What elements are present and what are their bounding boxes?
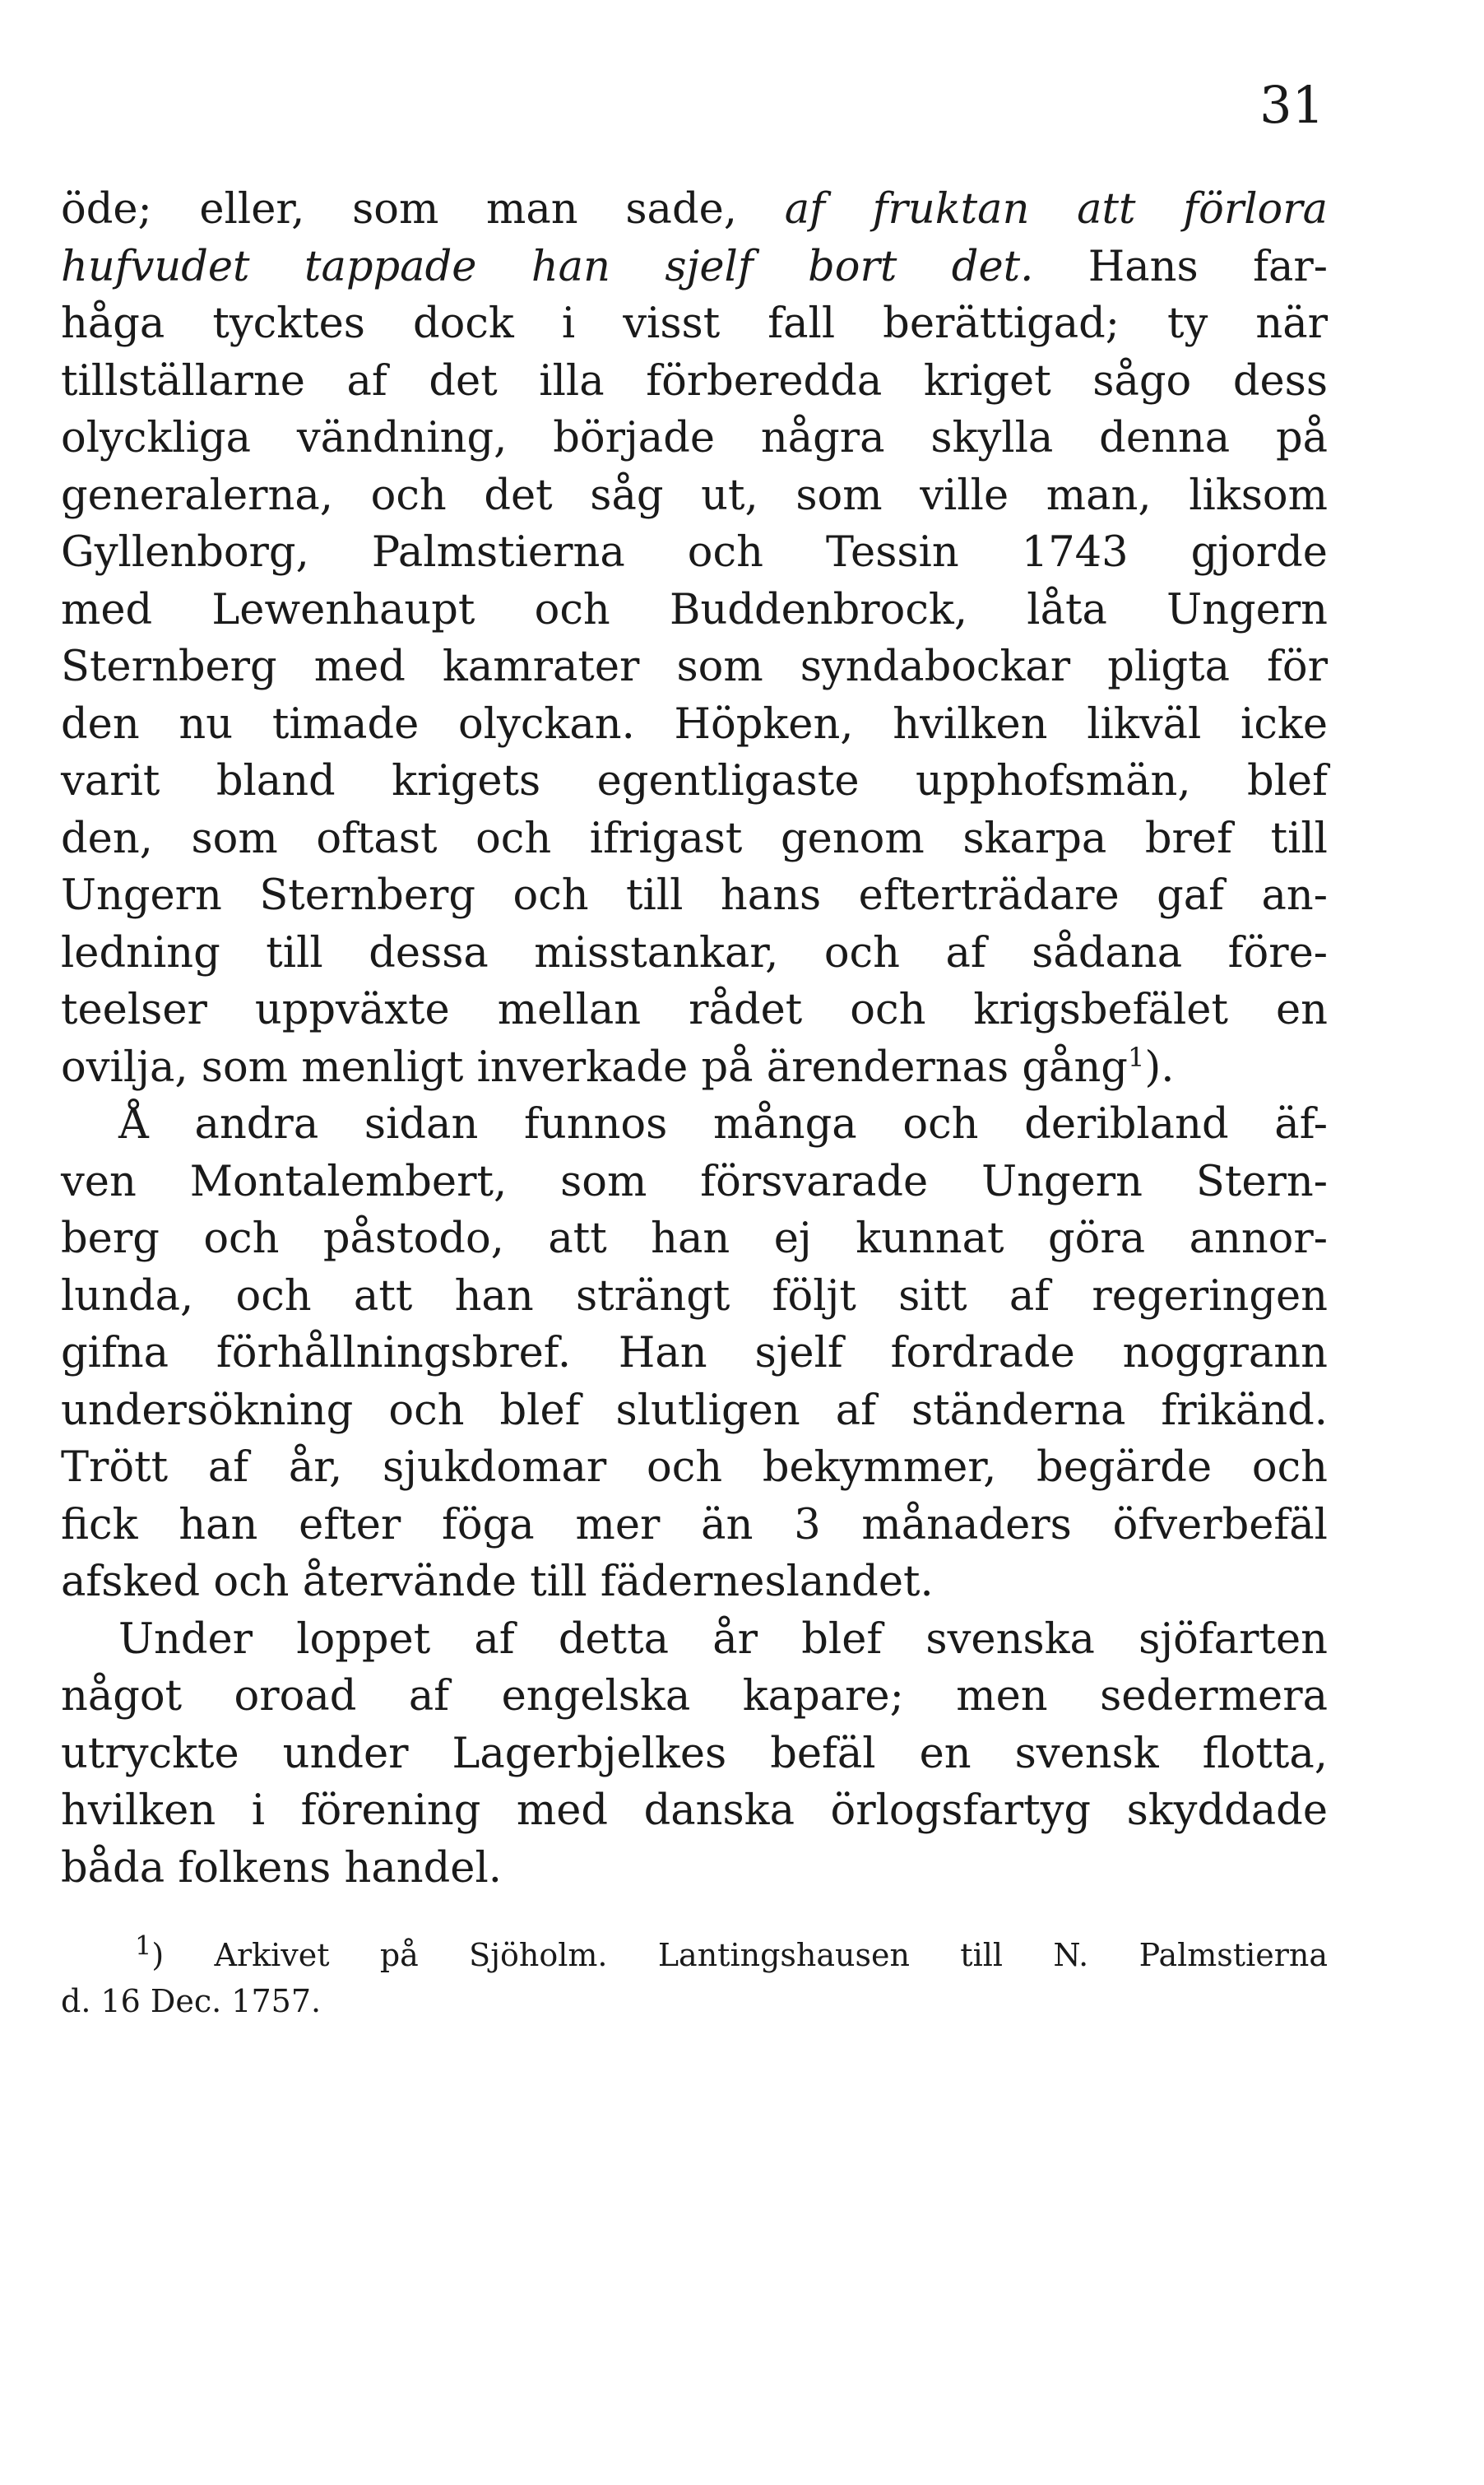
text-run: ven Montalembert, som försvarade Ungern Stern-: [61, 1157, 1328, 1206]
text-run: utryckte under Lagerbjelkes befäl en svensk flotta,: [61, 1729, 1328, 1778]
text-run: fick han efter föga mer än 3 månaders öfverbefäl: [61, 1500, 1328, 1549]
text-line: [61, 925, 1328, 982]
text-run: båda folkens handel.: [61, 1843, 502, 1893]
text-run: olyckliga vändning, började några skylla denna på: [61, 414, 1328, 462]
text-run: ledning till dessa misstankar, och af sådana före-: [61, 928, 1328, 978]
text-line: [61, 753, 1328, 811]
text-run: ovilja, som menligt inverkade på ärendernas gång: [61, 1043, 1128, 1092]
text-run: lunda, och att han strängt följt sitt af regeringen: [61, 1271, 1328, 1321]
text-line: [61, 1154, 1328, 1211]
footnote: [61, 1932, 1328, 2024]
text-run: ).: [1144, 1043, 1175, 1092]
page-number: 31: [1259, 75, 1324, 135]
italic-text: hufvudet tappade han sjelf bort det.: [61, 242, 1034, 291]
text-run: håga tycktes dock i visst fall berättigad; ty när: [61, 300, 1328, 348]
text-run: Gyllenborg, Palmstierna och Tessin 1743 gjorde: [61, 528, 1328, 577]
text-run: gifna förhållningsbref. Han sjelf fordrade noggrann: [61, 1329, 1328, 1377]
text-line: [61, 982, 1328, 1039]
paragraph: [61, 1611, 1328, 1897]
text-line: [61, 353, 1328, 411]
text-run: Trött af år, sjukdomar och bekymmer, begärde och: [61, 1443, 1328, 1492]
text-run: d. 16 Dec. 1757.: [61, 1983, 322, 2019]
text-run: ) Arkivet på Sjöholm. Lantingshausen till N. Palmstierna: [151, 1937, 1328, 1973]
footnote-line: [61, 1932, 1328, 1978]
text-line: [61, 1554, 1328, 1611]
text-run: Sternberg med kamrater som syndabockar pligta för: [61, 643, 1328, 691]
text-line: [61, 1096, 1328, 1154]
text-run: hvilken i förening med danska örlogsfartyg skyddade: [61, 1786, 1328, 1835]
text-line: [61, 811, 1328, 868]
text-line: [61, 867, 1328, 925]
text-run: Ungern Sternberg och till hans efterträdare gaf an-: [61, 871, 1328, 920]
italic-text: af fruktan att förlora: [784, 185, 1328, 234]
text-line: [61, 1726, 1328, 1783]
text-run: generalerna, och det såg ut, som ville man, liksom: [61, 471, 1328, 520]
footnote-marker: 1: [1127, 1041, 1145, 1073]
text-line: [61, 639, 1328, 696]
text-line: [61, 1325, 1328, 1382]
text-line: [61, 1611, 1328, 1669]
text-line: [61, 410, 1328, 467]
text-run: berg och påstodo, att han ej kunnat göra annor-: [61, 1215, 1328, 1263]
text-line: [61, 1039, 1328, 1097]
text-run: teelser uppväxte mellan rådet och krigsbefälet en: [61, 986, 1328, 1034]
text-line: [61, 1268, 1328, 1326]
text-line: [61, 1382, 1328, 1440]
text-run: den nu timade olyckan. Höpken, hvilken likväl icke: [61, 699, 1328, 749]
text-line: [61, 1210, 1328, 1268]
footnote-line: [61, 1978, 1328, 2024]
text-line: [61, 295, 1328, 353]
text-run: Under loppet af detta år blef svenska sjöfarten: [118, 1614, 1328, 1664]
text-run: öde; eller, som man sade,: [61, 185, 785, 234]
text-line: [61, 181, 1328, 239]
text-line: [61, 1668, 1328, 1726]
text-run: Å andra sidan funnos många och deribland äf-: [118, 1100, 1328, 1149]
text-run: undersökning och blef slutligen af ständerna frikänd.: [61, 1386, 1328, 1435]
text-run: med Lewenhaupt och Buddenbrock, låta Ungern: [61, 585, 1328, 634]
body-text: [61, 181, 1328, 1897]
text-line: [61, 1840, 1328, 1897]
text-line: [61, 1782, 1328, 1840]
text-line: [61, 696, 1328, 754]
text-run: tillställarne af det illa förberedda kriget sågo dess: [61, 356, 1328, 406]
text-run: den, som oftast och ifrigast genom skarpa bref till: [61, 814, 1328, 863]
text-line: [61, 524, 1328, 582]
text-run: varit bland krigets egentligaste upphofsmän, blef: [61, 757, 1328, 806]
text-line: [61, 467, 1328, 525]
text-line: [61, 1497, 1328, 1554]
text-line: [61, 582, 1328, 639]
text-run: afsked och återvände till fäderneslandet.: [61, 1558, 934, 1606]
paragraph: [61, 1096, 1328, 1611]
text-run: något oroad af engelska kapare; men sedermera: [61, 1672, 1328, 1721]
paragraph: [61, 181, 1328, 1096]
text-line: [61, 1439, 1328, 1497]
text-run: Hans far-: [1033, 242, 1328, 291]
text-line: [61, 239, 1328, 296]
footnote-marker: 1: [135, 1930, 152, 1962]
